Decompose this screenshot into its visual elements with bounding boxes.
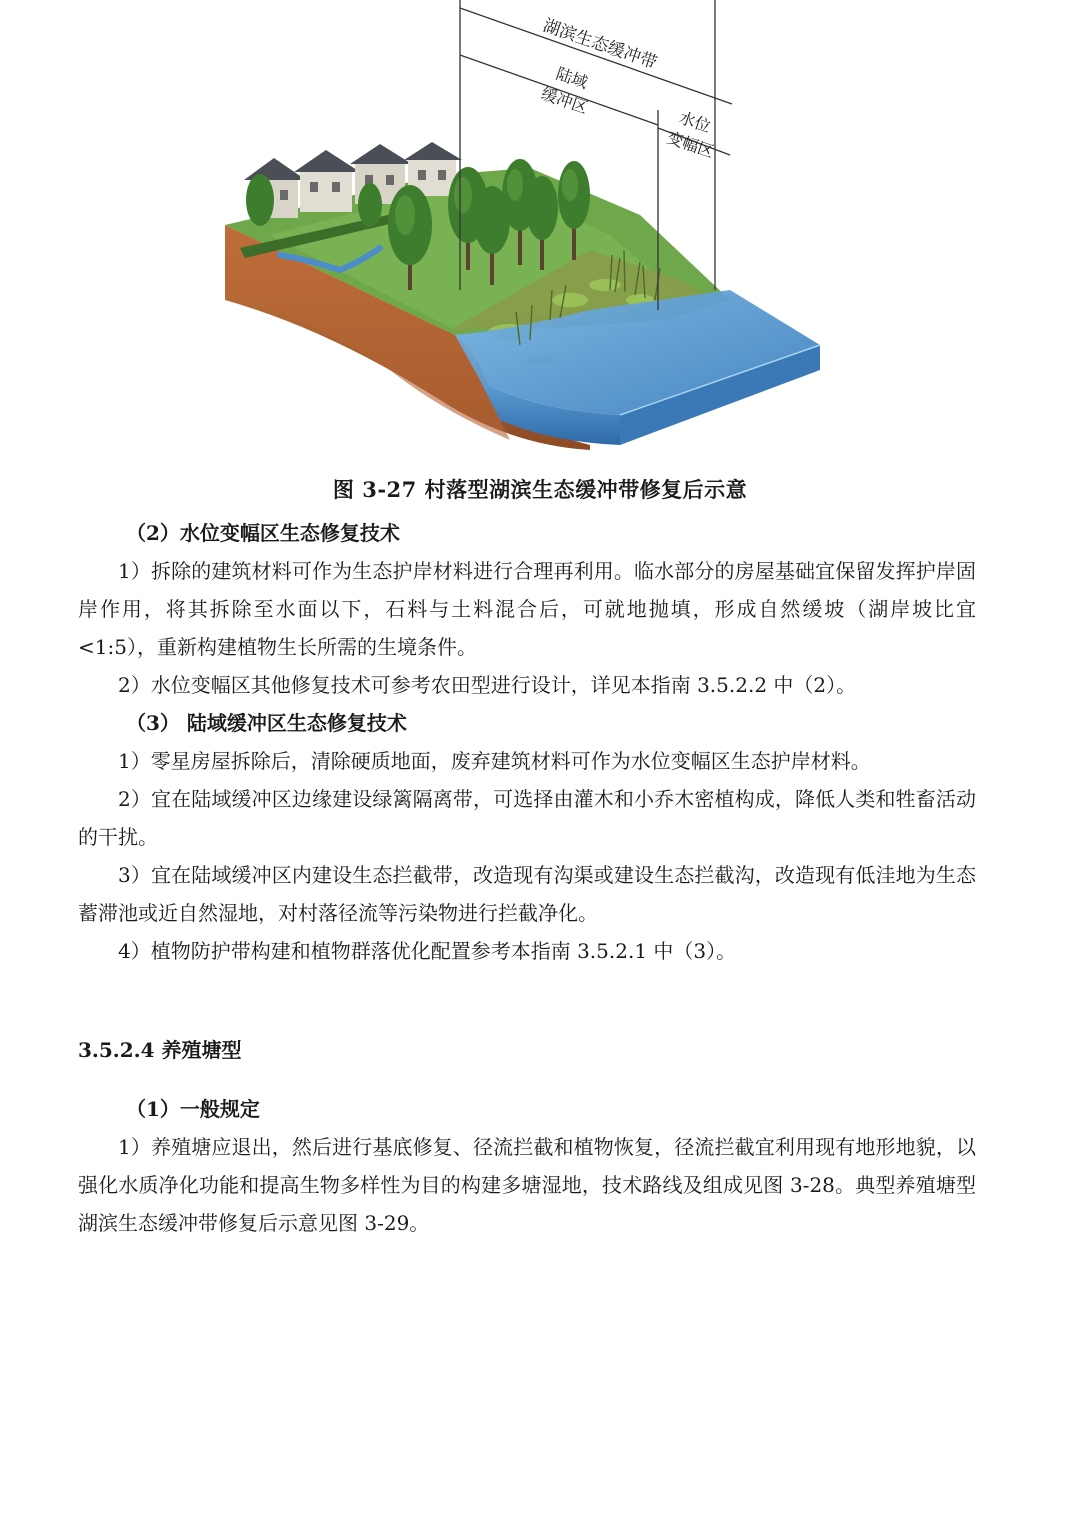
paragraph: 2）宜在陆域缓冲区边缘建设绿篱隔离带，可选择由灌木和小乔木密植构成，降低人类和牲畜活动的干扰。 (78, 787, 976, 849)
section-water-fluctuation (78, 514, 976, 970)
figure-caption: 图 3-27 村落型湖滨生态缓冲带修复后示意 (332, 477, 748, 502)
section-title: 3.5.2.4 养殖塘型 (78, 1038, 242, 1062)
land-zone-label-1: 陆域 (553, 65, 590, 93)
buffer-zone-label: 湖滨生态缓冲带 (540, 15, 660, 73)
heading-general-rules: （1）一般规定 (126, 1097, 260, 1121)
paragraph: 1）养殖塘应退出，然后进行基底修复、径流拦截和植物恢复，径流拦截宜利用现有地形地貌，以强化水质净化功能和提高生物多样性为目的构建多塘湿地，技术路线及组成见图 3-28。典型养殖塘型湖滨生态缓冲带修复后示意见图 3-29。 (78, 1135, 976, 1235)
paragraph: 1）拆除的建筑材料可作为生态护岸材料进行合理再利用。临水部分的房屋基础宜保留发挥护岸固岸作用，将其拆除至水面以下，石料与土料混合后，可就地抛填，形成自然缓坡（湖岸坡比宜<1:5），重新构建植物生长所需的生境条件。 (78, 559, 976, 659)
heading-water-fluctuation: （2）水位变幅区生态修复技术 (126, 521, 400, 545)
buffer-zone-illustration (210, 0, 850, 455)
paragraph: 4）植物防护带构建和植物群落优化配置参考本指南 3.5.2.1 中（3）。 (118, 939, 737, 963)
section-general-rules (78, 1090, 976, 1242)
land-zone-label-2: 缓冲区 (538, 85, 590, 118)
paragraph: 3）宜在陆域缓冲区内建设生态拦截带，改造现有沟渠或建设生态拦截沟，改造现有低洼地为生态蓄滞池或近自然湿地，对村落径流等污染物进行拦截净化。 (78, 863, 976, 925)
water-zone-label-1: 水位 (676, 109, 713, 137)
heading-land-buffer: （3） 陆域缓冲区生态修复技术 (126, 711, 407, 735)
water-zone-label-2: 变幅区 (664, 129, 716, 162)
paragraph: 2）水位变幅区其他修复技术可参考农田型进行设计，详见本指南 3.5.2.2 中（2）。 (118, 673, 857, 697)
paragraph: 1）零星房屋拆除后，清除硬质地面，废弃建筑材料可作为水位变幅区生态护岸材料。 (118, 749, 871, 773)
